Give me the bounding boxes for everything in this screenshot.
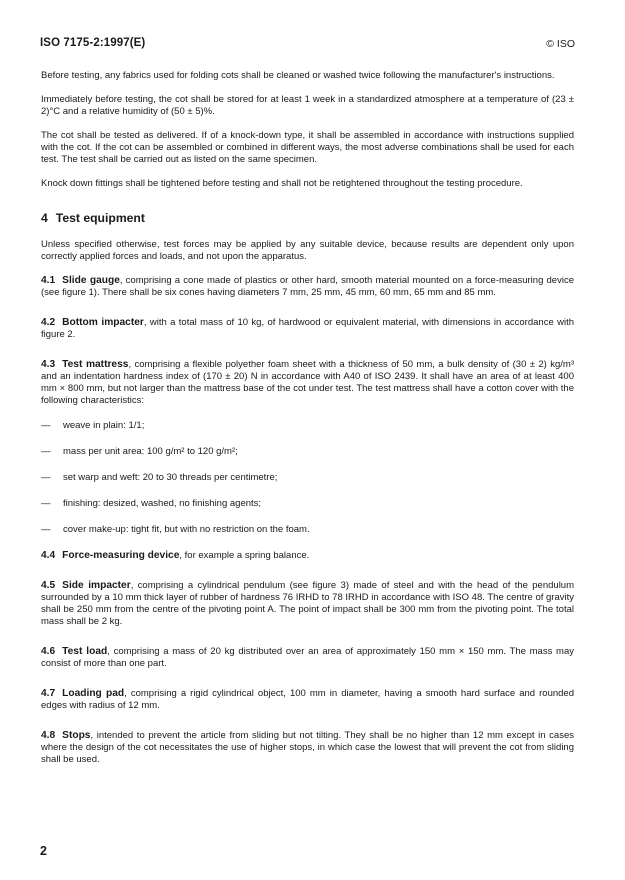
document-body: [41, 70, 574, 779]
copyright-notice: © ISO: [546, 38, 575, 50]
item-4-3-test-mattress: 4.3 Test mattress, comprising a flexible polyether foam sheet with a thickness of 50 mm, a bulk density of (30 ± 2) kg/m³ and an indentation hardness index of (170 ± 20) N in accordance with A40 of ISO 2439. It shall have an area of at least 400 mm × 800 mm, but not larger than the mattress base of the cot under test. The test mattress shall have a cotton cover with the following characteristics:: [41, 359, 574, 406]
list-item: — set warp and weft: 20 to 30 threads per centimetre;: [41, 472, 278, 483]
paragraph-fabric-cleaning: Before testing, any fabrics used for folding cots shall be cleaned or washed twice following the manufacturer's instructions.: [41, 70, 555, 81]
section-intro: Unless specified otherwise, test forces may be applied by any suitable device, because results are dependent only upon correctly applied forces and loads, and not upon the apparatus.: [41, 239, 574, 262]
list-item: — finishing: desized, washed, no finishing agents;: [41, 498, 262, 509]
paragraph-knockdown-fittings: Knock down fittings shall be tightened before testing and shall not be retightened throughout the testing procedure.: [41, 178, 523, 189]
paragraph-storage-conditions: Immediately before testing, the cot shall be stored for at least 1 week in a standardized atmosphere at a temperature of (23 ± 2)°C and a relative humidity of (50 ± 5)%.: [41, 94, 574, 117]
section-title: Test equipment: [55, 211, 145, 225]
item-4-5-side-impacter: 4.5 Side impacter, comprising a cylindrical pendulum (see figure 3) made of steel and with the head of the pendulum surrounded by a 10 mm thick layer of rubber of hardness 76 IRHD to 78 IRHD in accordance with ISO 48. The centre of gravity shall be 250 mm from the centre of the pivoting point A. The point of impact shall be 300 mm from the pivoting point. The total mass shall be 2 kg.: [41, 580, 575, 627]
page-number: 2: [40, 844, 47, 858]
item-4-4-force-measuring-device: 4.4 Force-measuring device, for example a spring balance.: [41, 550, 310, 561]
item-4-2-bottom-impacter: 4.2 Bottom impacter, with a total mass of 10 kg, of hardwood or equivalent material, with dimensions in accordance with figure 2.: [41, 317, 574, 340]
item-4-6-test-load: 4.6 Test load, comprising a mass of 20 kg distributed over an area of approximately 150 mm × 150 mm. The mass may consist of more than one part.: [41, 646, 574, 669]
item-4-1-slide-gauge: 4.1 Slide gauge, comprising a cone made of plastics or other hard, smooth material mounted on a force-measuring device (see figure 1). There shall be six cones having diameters 7 mm, 25 mm, 45 mm, 60 mm, 65 mm and 85 mm.: [41, 275, 574, 298]
section-heading: [41, 212, 574, 224]
section-number: 4: [41, 211, 48, 225]
paragraph-assembly: The cot shall be tested as delivered. If of a knock-down type, it shall be assembled in accordance with instructions supplied with the cot. If the cot can be assembled or combined in different ways, the most adverse combinations shall be used for each test. The test shall be carried out as listed on the same specimen.: [41, 130, 574, 165]
list-item: — mass per unit area: 100 g/m² to 120 g/m²;: [41, 446, 238, 457]
item-4-7-loading-pad: 4.7 Loading pad, comprising a rigid cylindrical object, 100 mm in diameter, having a smooth hard surface and rounded edges with radius of 12 mm.: [41, 688, 574, 711]
list-item: — weave in plain: 1/1;: [41, 420, 145, 431]
list-item: — cover make-up: tight fit, but with no restriction on the foam.: [41, 524, 310, 535]
standard-designation: ISO 7175-2:1997(E): [40, 37, 146, 49]
item-4-8-stops: 4.8 Stops, intended to prevent the article from sliding but not tilting. They shall be no higher than 12 mm except in cases where the design of the cot necessitates the use of higher stops, in which case the lowest that will prevent the cot from sliding shall be used.: [41, 730, 574, 765]
